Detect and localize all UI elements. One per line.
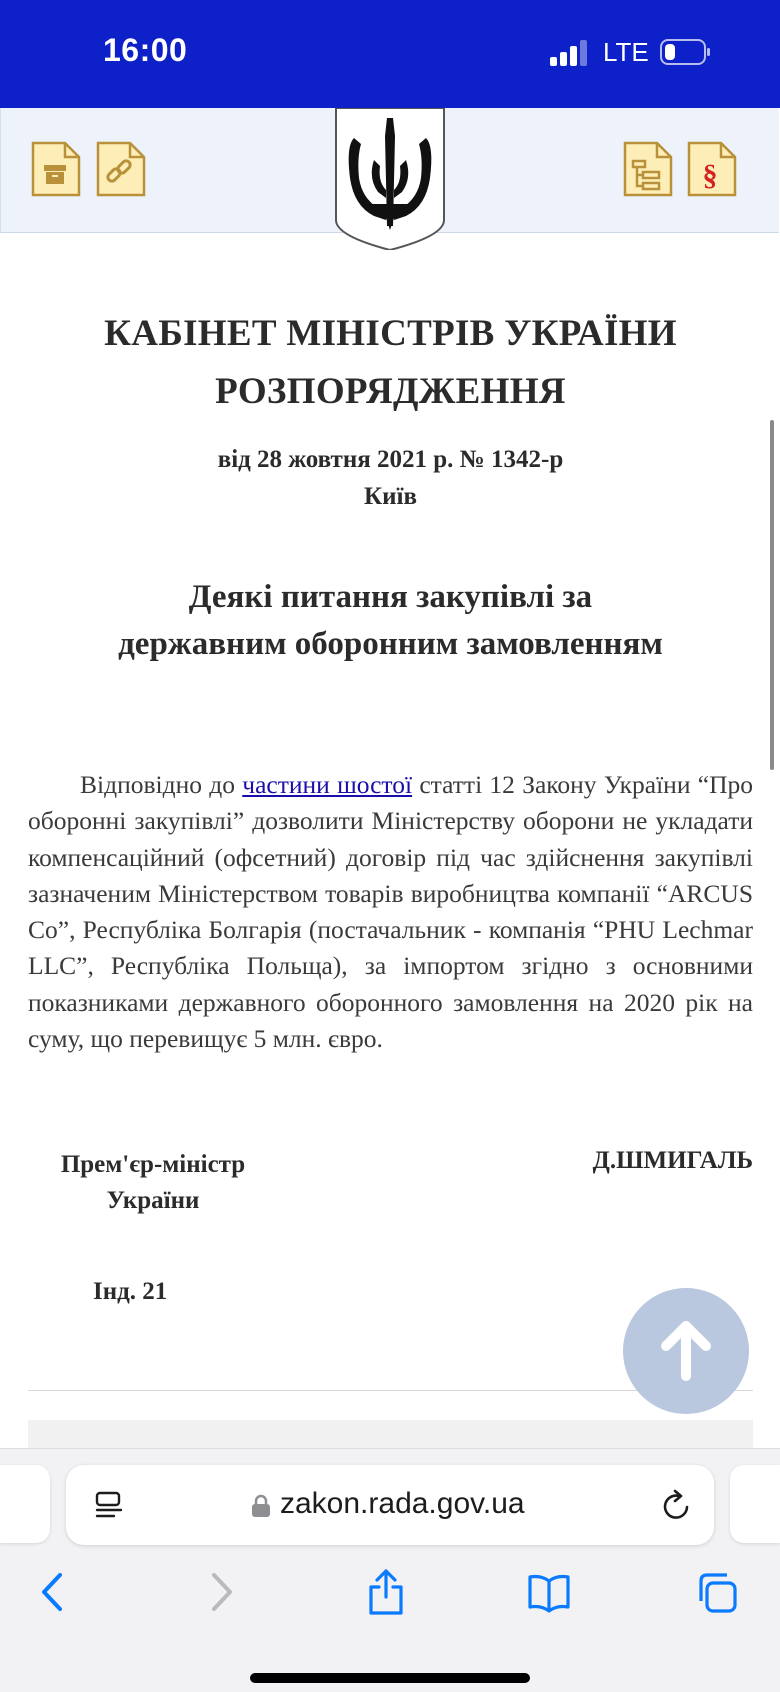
svg-text:§: § bbox=[702, 159, 718, 192]
status-time: 16:00 bbox=[103, 32, 188, 68]
archive-icon[interactable] bbox=[31, 141, 81, 197]
url-text: zakon.rada.gov.ua bbox=[280, 1487, 525, 1520]
battery-icon bbox=[660, 39, 712, 65]
back-button[interactable] bbox=[30, 1567, 74, 1617]
address-bar[interactable] bbox=[66, 1465, 714, 1545]
document-date: від 28 жовтня 2021 р. № 1342-р bbox=[217, 446, 564, 473]
scroll-to-top-button[interactable] bbox=[623, 1288, 749, 1414]
cellular-signal-icon bbox=[550, 40, 590, 66]
browser-toolbar bbox=[0, 1448, 780, 1692]
document-city: Київ bbox=[364, 483, 417, 510]
previous-tab-preview[interactable] bbox=[0, 1465, 50, 1543]
lock-icon bbox=[251, 1494, 271, 1518]
coat-of-arms-icon bbox=[334, 108, 446, 250]
signer-title-line2: України bbox=[106, 1187, 200, 1214]
signer-title-line1: Прем'єр-міністр bbox=[60, 1151, 246, 1178]
signer-title bbox=[28, 1147, 278, 1219]
law-part-link[interactable]: частини шостої bbox=[242, 770, 413, 799]
issuing-authority: КАБІНЕТ МІНІСТРІВ УКРАЇНИ bbox=[104, 313, 677, 354]
signer-name: Д.ШМИГАЛЬ bbox=[592, 1147, 753, 1174]
page-scrollbar[interactable] bbox=[770, 420, 774, 770]
document-body bbox=[28, 767, 753, 1057]
document-type: РОЗПОРЯДЖЕННЯ bbox=[215, 371, 566, 412]
status-bar bbox=[0, 0, 780, 108]
body-text-rest: статті 12 Закону України “Про оборонні закупівлі” дозволити Міністерству оборони не укладати компенсаційний (офсетний) договір під час здійснення закупівлі зазначеним Міністерством товарів виробництва компанії “ARCUS Co”, Республіка Болгарія (постачальник - компанія “PHU Lechmar LLC”, Республіка Польща), за імпортом згідно з основними показниками державного оборонного замовлення на 2020 рік на суму, що перевищує 5 млн. євро. bbox=[28, 770, 753, 1054]
document-index: Інд. 21 bbox=[93, 1278, 168, 1305]
page-menu-icon[interactable] bbox=[94, 1489, 126, 1521]
tabs-icon[interactable] bbox=[696, 1567, 740, 1617]
link-icon[interactable] bbox=[96, 141, 146, 197]
next-tab-preview[interactable] bbox=[730, 1465, 780, 1543]
reload-icon[interactable] bbox=[660, 1487, 694, 1523]
bookmarks-icon[interactable] bbox=[527, 1567, 571, 1617]
share-icon[interactable] bbox=[364, 1567, 408, 1617]
document-title: Деякі питання закупівлі за державним оборонним замовленням bbox=[118, 579, 663, 662]
section-icon[interactable] bbox=[687, 141, 737, 197]
network-type: LTE bbox=[603, 37, 649, 67]
forward-button[interactable] bbox=[200, 1567, 244, 1617]
structure-icon[interactable] bbox=[623, 141, 673, 197]
home-indicator bbox=[250, 1673, 530, 1683]
body-text-start: Відповідно до bbox=[80, 770, 243, 799]
